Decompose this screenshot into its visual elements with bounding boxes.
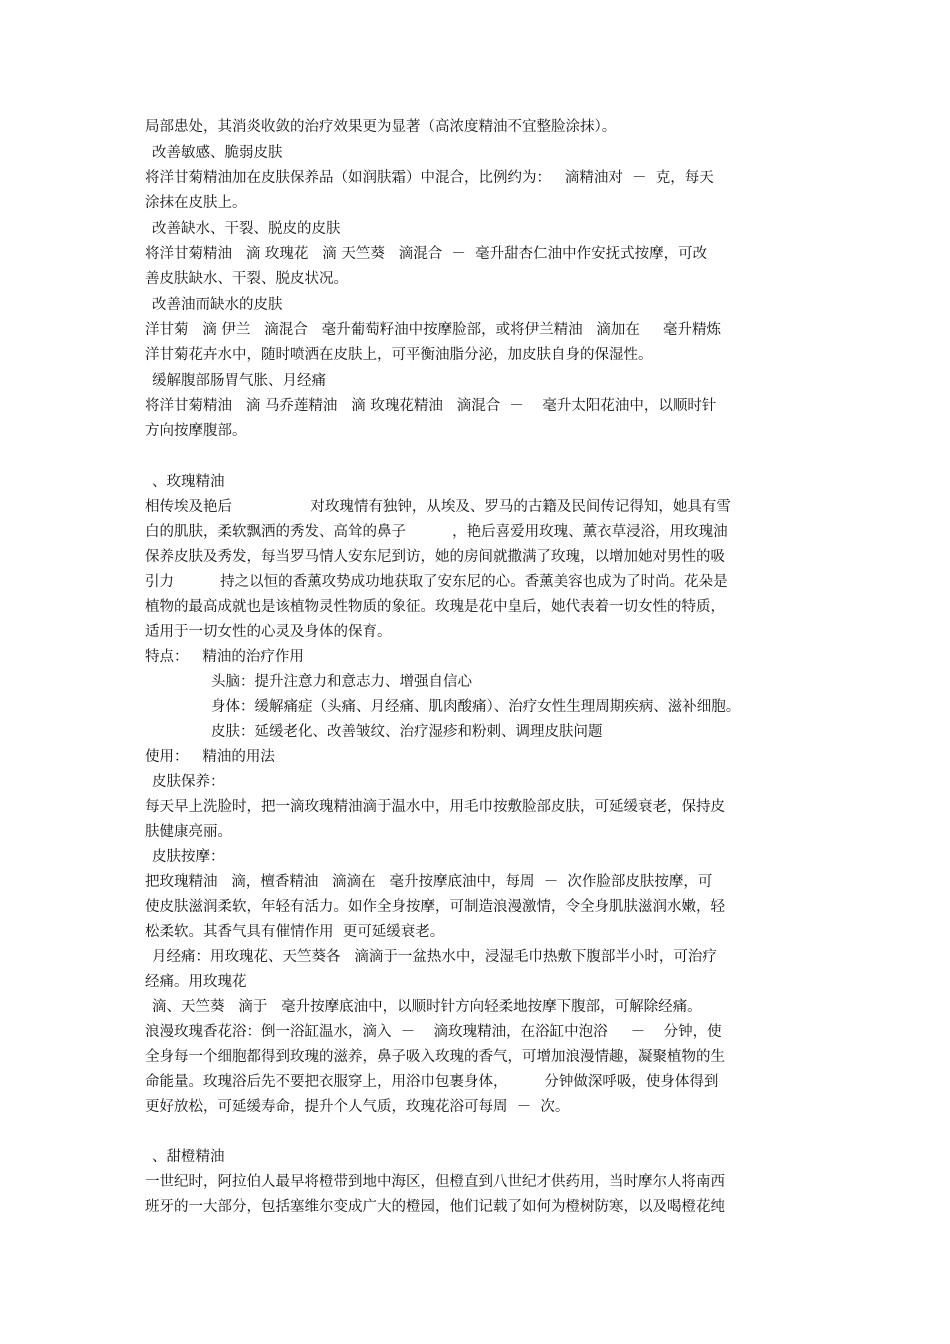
text-line: 善皮肤缺水、干裂、脱皮状况。	[145, 271, 348, 287]
text-line: 相传埃及艳后 对玫瑰情有独钟，从埃及、罗马的古籍及民间传记得知，她具有雪	[145, 499, 731, 515]
subheading: 缓解腹部肠胃气胀、月经痛	[152, 373, 326, 389]
text-line: 松柔软。其香气具有催情作用 更可延缓衰老。	[145, 924, 445, 940]
text-line: 将洋甘菊精油加在皮肤保养品（如润肤霜）中混合，比例约为： 滴精油对 － 克，每天	[145, 170, 714, 186]
text-line: 皮肤：延缓老化、改善皱纹、治疗湿疹和粉刺、调理皮肤问题	[211, 724, 603, 740]
text-line: 身体：缓解痛症（头痛、月经痛、肌肉酸痛）、治疗女性生理周期疾病、滋补细胞。	[211, 699, 741, 715]
text-line: 肤健康亮丽。	[145, 824, 232, 840]
text-line: 使皮肤滋润柔软，年轻有活力。如作全身按摩，可制造浪漫激情，令全身肌肤滋润水嫩，轻	[145, 899, 725, 915]
text-line: 将洋甘菊精油 滴 玫瑰花 滴 天竺葵 滴混合 － 毫升甜杏仁油中作安抚式按摩，可改	[145, 246, 708, 262]
text-line: 局部患处，其消炎收敛的治疗效果更为显著（高浓度精油不宜整脸涂抹）。	[145, 119, 617, 135]
text-line: 命能量。玫瑰浴后先不要把衣服穿上，用浴巾包裹身体， 分钟做深呼吸，使身体得到	[145, 1074, 719, 1090]
text-line: 全身每一个细胞都得到玫瑰的滋养，鼻子吸入玫瑰的香气，可增加浪漫情趣，凝聚植物的生	[145, 1049, 725, 1065]
subheading: 皮肤保养：	[152, 774, 225, 790]
text-line: 涂抹在皮肤上。	[145, 195, 247, 211]
text-line: 保养皮肤及秀发，每当罗马情人安东尼到访，她的房间就撒满了玫瑰，以增加她对男性的吸	[145, 549, 725, 565]
text-line: 洋甘菊 滴 伊兰 滴混合 毫升葡萄籽油中按摩脸部，或将伊兰精油 滴加在 毫升精炼	[145, 322, 721, 338]
text-line: 白的肌肤，柔软飘洒的秀发、高耸的鼻子 ，艳后喜爱用玫瑰、薰衣草浸浴，用玫瑰油	[145, 524, 728, 540]
text-line: 使用： 精油的用法	[145, 749, 275, 765]
text-line: 洋甘菊花卉水中，随时喷洒在皮肤上，可平衡油脂分泌，加皮肤自身的保湿性。	[145, 347, 653, 363]
text-line: 浪漫玫瑰香花浴：倒一浴缸温水，滴入 － 滴玫瑰精油，在浴缸中泡浴 － 分钟，使	[145, 1024, 722, 1040]
text-line: 引力 持之以恒的香薰攻势成功地获取了安东尼的心。香薰美容也成为了时尚。花朵是	[145, 574, 728, 590]
text-line: 每天早上洗脸时，把一滴玫瑰精油滴于温水中，用毛巾按敷脸部皮肤，可延缓衰老，保持皮	[145, 799, 725, 815]
text-line: 班牙的一大部分，包括塞维尔变成广大的橙园，他们记载了如何为橙树防寒，以及喝橙花纯	[145, 1199, 725, 1215]
subheading: 皮肤按摩：	[152, 849, 225, 865]
text-line: 植物的最高成就也是该植物灵性物质的象征。玫瑰是花中皇后，她代表着一切女性的特质，	[145, 599, 725, 615]
text-line: 更好放松，可延缓寿命，提升个人气质，玫瑰花浴可每周 － 次。	[145, 1099, 570, 1115]
subheading: 改善油而缺水的皮肤	[152, 297, 283, 313]
text-line: 滴、天竺葵 滴于 毫升按摩底油中，以顺时针方向轻柔地按摩下腹部，可解除经痛。	[152, 999, 702, 1015]
text-line: 适用于一切女性的心灵及身体的保育。	[145, 624, 392, 640]
section-heading: 、甜橙精油	[152, 1149, 225, 1165]
text-line: 把玫瑰精油 滴，檀香精油 滴滴在 毫升按摩底油中，每周 － 次作脸部皮肤按摩，可	[145, 874, 713, 890]
text-line: 月经痛：用玫瑰花、天竺葵各 滴滴于一盆热水中，浸湿毛巾热敷下腹部半小时，可治疗	[152, 949, 717, 965]
text-line: 一世纪时，阿拉伯人最早将橙带到地中海区，但橙直到八世纪才供药用，当时摩尔人将南西	[145, 1174, 725, 1190]
text-line: 特点： 精油的治疗作用	[145, 649, 304, 665]
subheading: 改善敏感、脆弱皮肤	[152, 145, 283, 161]
text-line: 经痛。用玫瑰花	[145, 974, 247, 990]
subheading: 改善缺水、干裂、脱皮的皮肤	[152, 221, 341, 237]
section-heading: 、玫瑰精油	[152, 474, 225, 490]
text-line: 头脑：提升注意力和意志力、增强自信心	[211, 674, 472, 690]
text-line: 方向按摩腹部。	[145, 423, 247, 439]
text-line: 将洋甘菊精油 滴 马乔莲精油 滴 玫瑰花精油 滴混合 － 毫升太阳花油中，以顺时针	[145, 398, 717, 414]
